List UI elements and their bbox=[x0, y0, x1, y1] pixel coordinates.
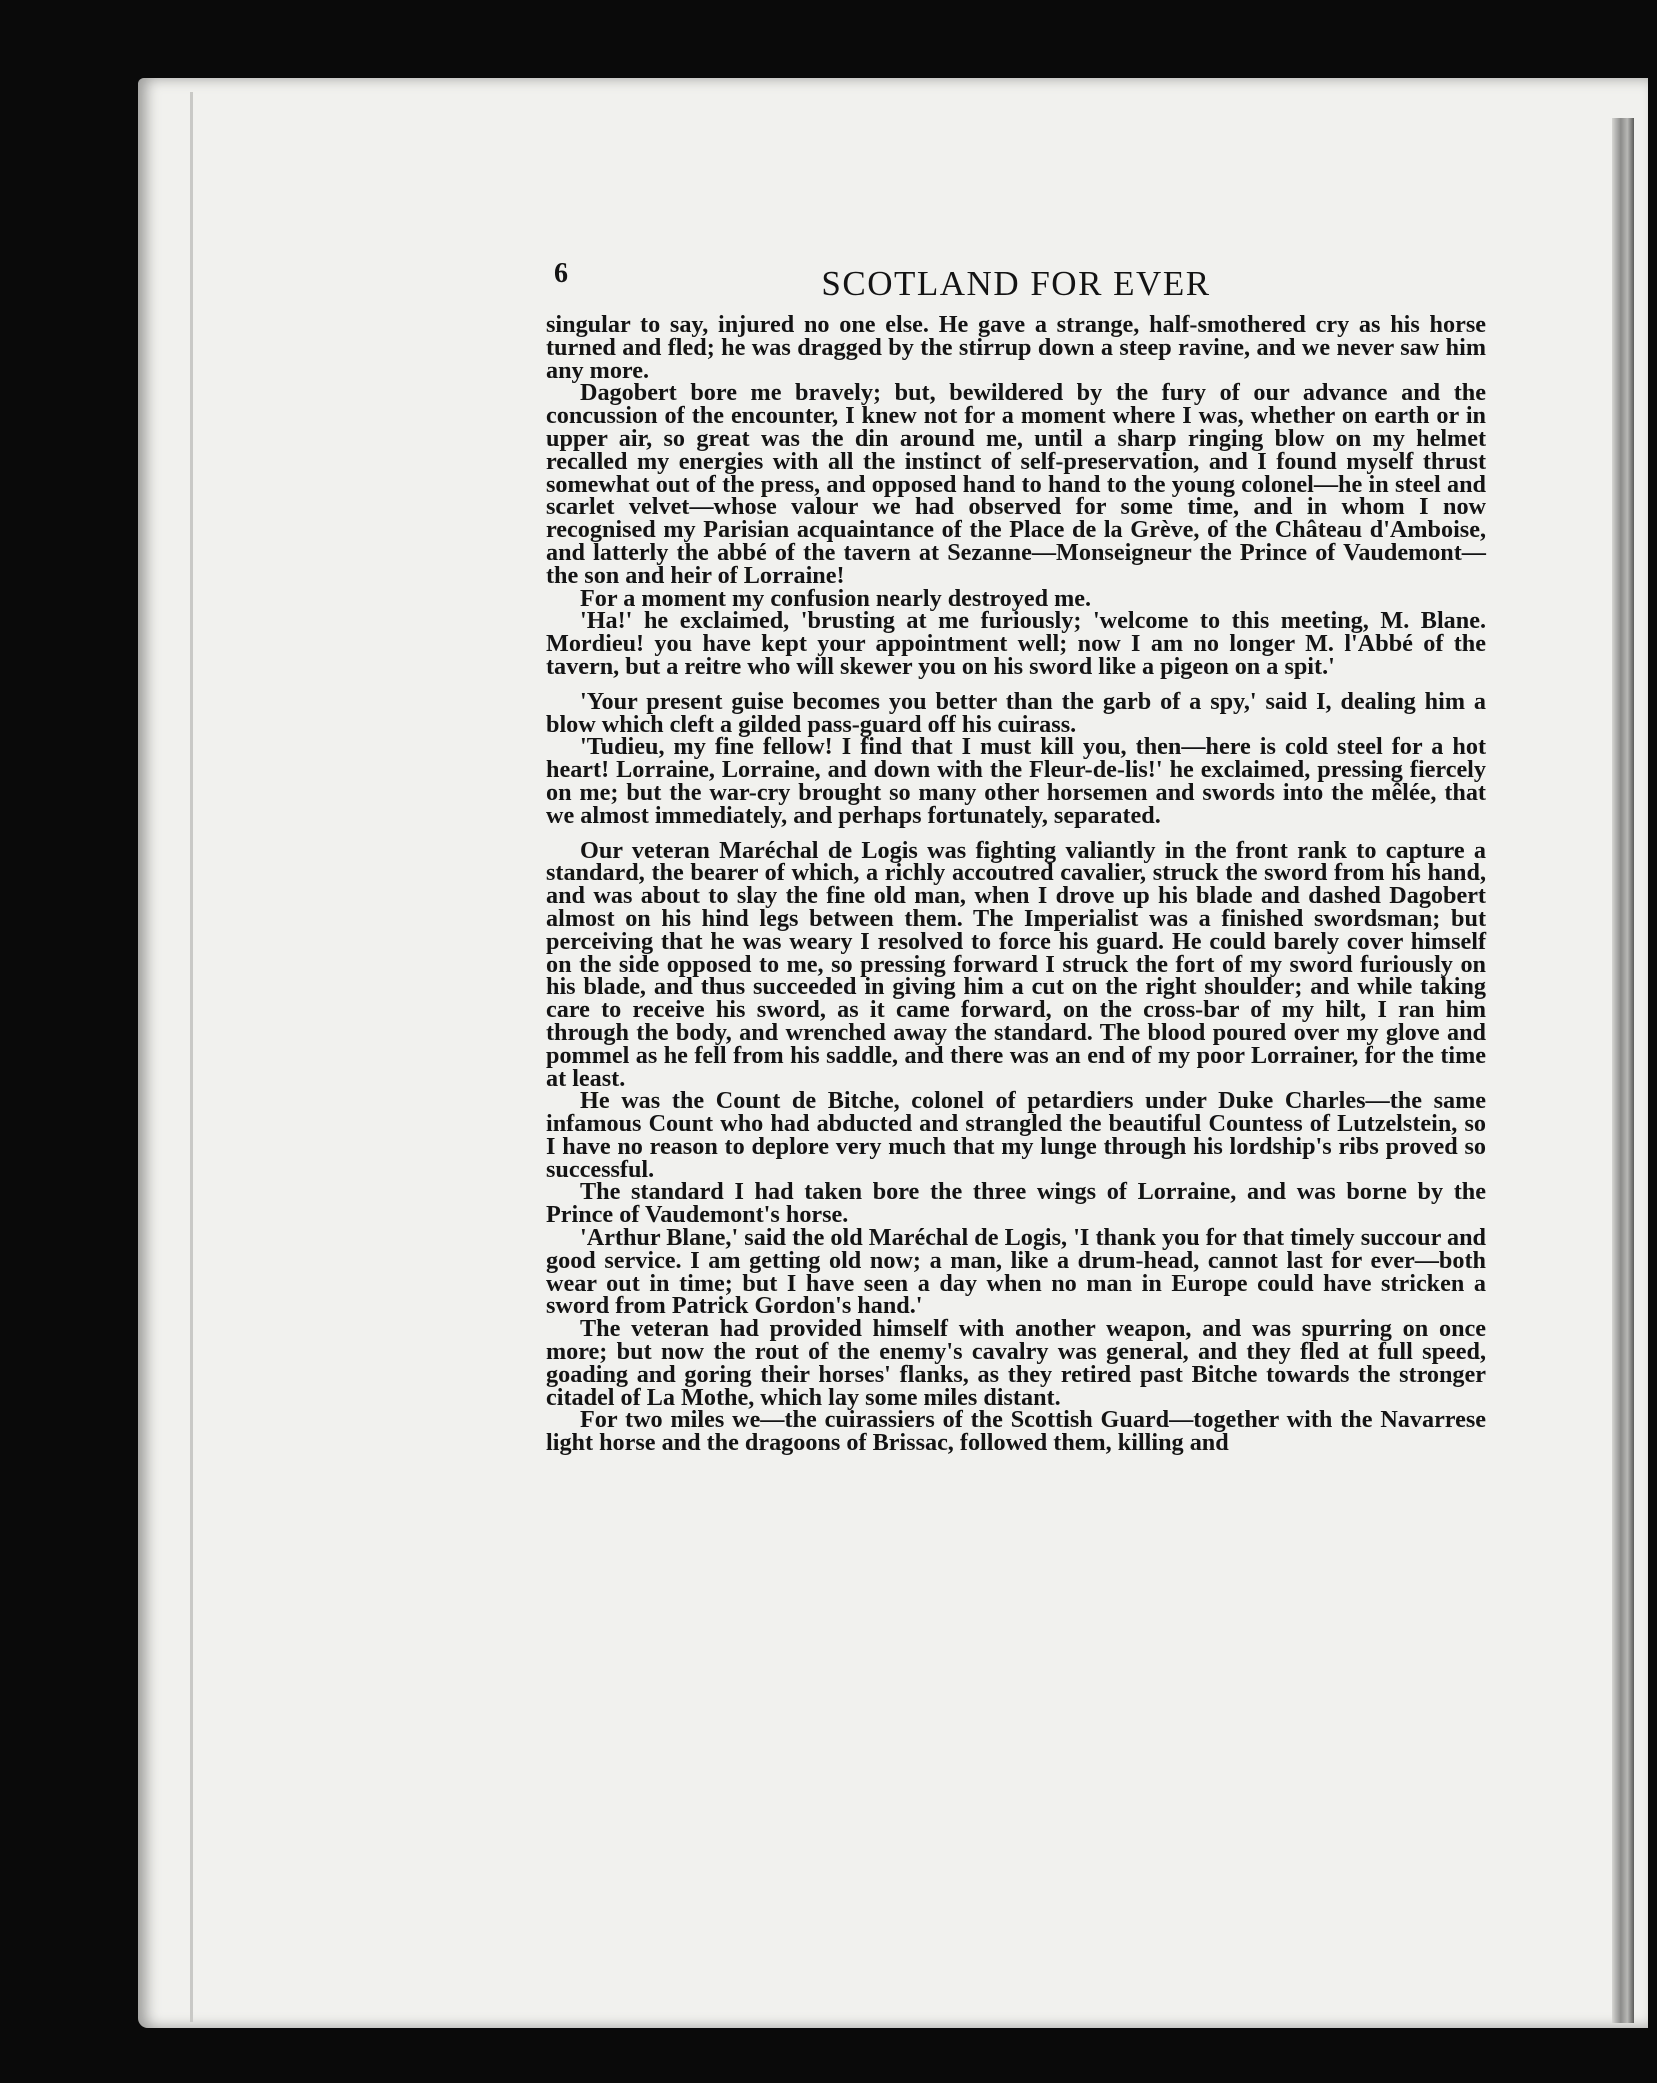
book-fore-edge bbox=[1612, 118, 1634, 2023]
paragraph-2: Dagobert bore me bravely; but, bewildered by the fury of our advance and the concussion of the encounter, I knew not for a moment where I was, whether on earth or in upper air, so great was the din around me, until a sharp ringing blow on my helmet recalled my energies with all the instinct of self-preservation, and I found myself thrust somewhat out of the press, and opposed hand to hand to the young colonel—he in steel and scarlet velvet—whose valour we had observed for some time, and in whom I now recognised my Parisian acquaintance of the Place de la Grève, of the Château d'Amboise, and latterly the abbé of the tavern at Sezanne—Monseigneur the Prince of Vaudemont—the son and heir of Lorraine! bbox=[546, 379, 1486, 589]
paragraph-7: Our veteran Maréchal de Logis was fighting valiantly in the front rank to capture a standard, the bearer of which, a richly accoutred cavalier, struck the sword from his hand, and was about to slay the fine old man, when I drove up his blade and dashed Dagobert almost on his hind legs between them. The Imperialist was a finished swordsman; but perceiving that he was weary I resolved to force his guard. He could barely cover himself on the side opposed to me, so pressing forward I struck the fort of my sword furiously on his blade, and thus succeeded in giving him a cut on the right shoulder; and while taking care to receive his sword, as it came forward, on the cross-bar of my hilt, I ran him through the body, and wrenched away the standard. The blood poured over my glove and pommel as he fell from his saddle, and there was an end of my poor Lorrainer, for the time at least. bbox=[546, 836, 1486, 1092]
page-number: 6 bbox=[554, 258, 568, 289]
paragraph-5: 'Your present guise becomes you better than the garb of a spy,' said I, dealing him a blow which cleft a gilded pass-guard off his cuirass. bbox=[546, 687, 1486, 738]
paragraph-11: The veteran had provided himself with another weapon, and was spurring on once more; but now the rout of the enemy's cavalry was general, and they fled at full speed, goading and goring their horses' flanks, as they retired past Bitche towards the stronger citadel of La Mothe, which lay some miles distant. bbox=[546, 1315, 1486, 1411]
paragraph-12: For two miles we—the cuirassiers of the Scottish Guard—together with the Navarrese light horse and the dragoons of Brissac, followed them, killing and bbox=[546, 1406, 1486, 1457]
running-head bbox=[546, 258, 1486, 308]
paragraph-10: 'Arthur Blane,' said the old Maréchal de Logis, 'I thank you for that timely succour and good service. I am getting old now; a man, like a drum-head, cannot last for ever—both wear out in time; but I have seen a day when no man in Europe could have stricken a sword from Patrick Gordon's hand.' bbox=[546, 1224, 1486, 1320]
paragraph-4: 'Ha!' he exclaimed, 'brusting at me furiously; 'welcome to this meeting, M. Blane. Mordieu! you have kept your appointment well; now I am no longer M. l'Abbé of the tavern, but a reitre who will skewer you on his sword like a pigeon on a spit.' bbox=[546, 607, 1486, 680]
paragraph-3: For a moment my confusion nearly destroyed me. bbox=[580, 584, 1092, 612]
text-block bbox=[546, 258, 1486, 1455]
page-spine-line bbox=[190, 92, 193, 2022]
paragraph-9: The standard I had taken bore the three wings of Lorraine, and was borne by the Prince of Vaudemont's horse. bbox=[546, 1178, 1486, 1229]
paragraph-6: 'Tudieu, my fine fellow! I find that I must kill you, then—here is cold steel for a hot heart! Lorraine, Lorraine, and down with the Fleur-de-lis!' he exclaimed, pressing fiercely on me; but the war-cry brought so many other horsemen and swords into the mêlée, that we almost immediately, and perhaps fortunately, separated. bbox=[546, 733, 1486, 829]
paragraph-8: He was the Count de Bitche, colonel of petardiers under Duke Charles—the same infamous Count who had abducted and strangled the beautiful Countess of Lutzelstein, so I have no reason to deplore very much that my lunge through his lordship's ribs proved so successful. bbox=[546, 1087, 1486, 1183]
paragraph-1: singular to say, injured no one else. He gave a strange, half-smothered cry as his horse turned and fled; he was dragged by the stirrup down a steep ravine, and we never saw him any more. bbox=[546, 311, 1486, 384]
running-head-title: SCOTLAND FOR EVER bbox=[821, 264, 1211, 303]
